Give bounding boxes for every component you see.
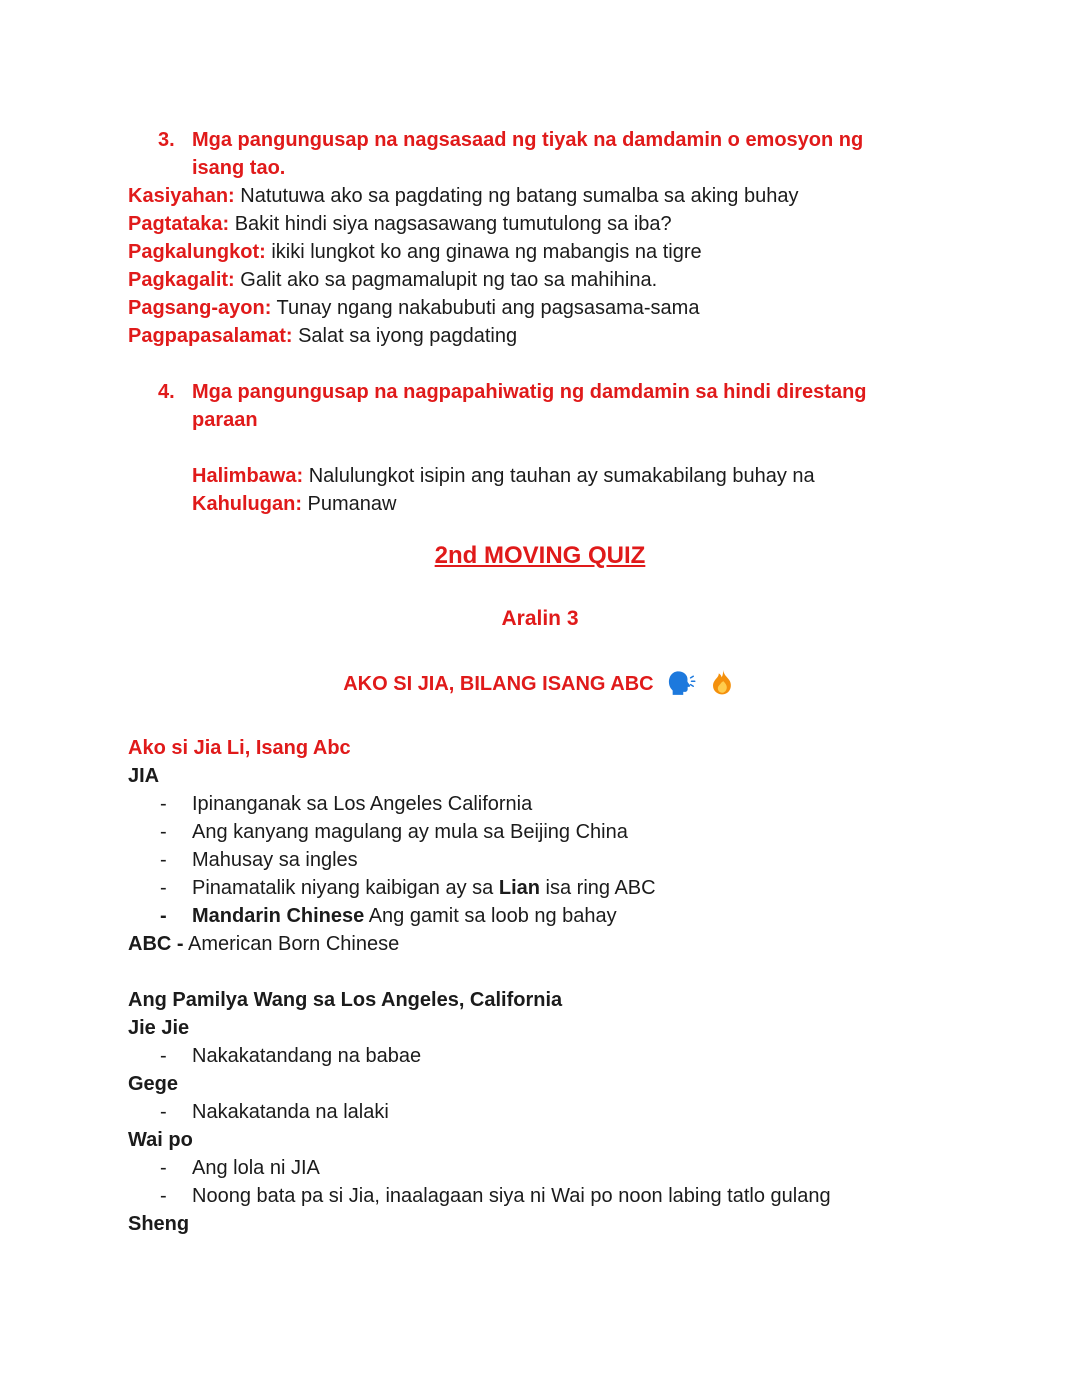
- example-label: Halimbawa:: [192, 465, 304, 487]
- bullet-dash: -: [160, 877, 167, 899]
- abc-label: ABC -: [128, 933, 184, 955]
- jia-name: JIA: [128, 765, 160, 787]
- family-section-heading: Ang Pamilya Wang sa Los Angeles, California: [128, 989, 563, 1011]
- example-entry-halimbawa: [128, 462, 952, 490]
- bullet-dash: -: [160, 1045, 167, 1067]
- quiz-title-text: 2nd MOVING QUIZ: [434, 542, 646, 569]
- emotion-entry-kasiyahan: [128, 182, 952, 210]
- abc-definition: [128, 930, 952, 958]
- jia-bullet: [128, 790, 952, 818]
- bullet-dash: -: [160, 1185, 167, 1207]
- section4-heading: [128, 378, 918, 434]
- family-member-name: Gege: [128, 1073, 179, 1095]
- bullet-bold-text: Mandarin Chinese: [192, 905, 365, 927]
- emotion-label: Pagkagalit:: [128, 269, 235, 291]
- bullet-text: isa ring ABC: [539, 877, 656, 899]
- bullet-text: Ipinanganak sa Los Angeles California: [192, 793, 533, 815]
- emotion-entry-pagtataka: [128, 210, 952, 238]
- jia-bullet: [128, 818, 952, 846]
- bullet-bold-text: Lian: [498, 877, 540, 899]
- family-member-name: Jie Jie: [128, 1017, 190, 1039]
- emotion-text: Bakit hindi siya nagsasawang tumutulong sa iba?: [229, 213, 672, 235]
- speaking-head-icon: [666, 669, 696, 697]
- bullet-text: Ang kanyang magulang ay mula sa Beijing China: [192, 821, 628, 843]
- emotion-entry-pagkalungkot: [128, 238, 952, 266]
- emotion-label: Pagpapasalamat:: [128, 325, 293, 347]
- quiz-title: [128, 538, 952, 574]
- section3-number: 3.: [158, 129, 175, 151]
- example-text: Nalulungkot isipin ang tauhan ay sumakabilang buhay na: [303, 465, 815, 487]
- emotion-text: Tunay ngang nakabubuti ang pagsasama-sama: [271, 297, 700, 319]
- bullet-dash: -: [160, 1157, 167, 1179]
- bullet-dash: -: [160, 1101, 167, 1123]
- example-label: Kahulugan:: [192, 493, 302, 515]
- jia-bullet: [128, 874, 952, 902]
- section4-number: 4.: [158, 381, 175, 403]
- emotion-entry-pagsang-ayon: [128, 294, 952, 322]
- emotion-text: Galit ako sa pagmamalupit ng tao sa mahihina.: [234, 269, 658, 291]
- emotion-entry-pagkagalit: [128, 266, 952, 294]
- section3-heading: [128, 126, 918, 182]
- bullet-dash: -: [160, 821, 167, 843]
- family-bullet: [128, 1098, 952, 1126]
- topic-title: [128, 669, 952, 699]
- fire-icon: [709, 669, 737, 697]
- bullet-text: Nakakatandang na babae: [192, 1045, 422, 1067]
- spacer: [128, 434, 952, 462]
- jia-section-heading: Ako si Jia Li, Isang Abc: [128, 737, 351, 759]
- emotion-text: Natutuwa ako sa pagdating ng batang sumalba sa aking buhay: [234, 185, 799, 207]
- spacer: [128, 350, 952, 378]
- bullet-dash: -: [160, 793, 167, 815]
- family-bullet: [128, 1154, 952, 1182]
- bullet-text: Pinamatalik niyang kaibigan ay sa: [192, 877, 499, 899]
- bullet-text: Noong bata pa si Jia, inaalagaan siya ni Wai po noon labing tatlo gulang: [192, 1185, 831, 1207]
- section4-heading-text: Mga pangungusap na nagpapahiwatig ng damdamin sa hindi direstang paraan: [192, 381, 867, 431]
- bullet-dash: -: [160, 905, 167, 927]
- bullet-dash: -: [160, 849, 167, 871]
- emotion-text: ikiki lungkot ko ang ginawa ng mabangis na tigre: [265, 241, 702, 263]
- emotion-entry-pagpapasalamat: [128, 322, 952, 350]
- family-bullet: [128, 1042, 952, 1070]
- bullet-text: Ang lola ni JIA: [192, 1157, 320, 1179]
- jia-bullet: [128, 846, 952, 874]
- emotion-label: Pagsang-ayon:: [128, 297, 272, 319]
- emotion-label: Pagkalungkot:: [128, 241, 266, 263]
- jia-bullet: [128, 902, 952, 930]
- emotion-label: Pagtataka:: [128, 213, 230, 235]
- spacer: [128, 958, 952, 986]
- family-member-name: Wai po: [128, 1129, 193, 1151]
- emotion-text: Salat sa iyong pagdating: [292, 325, 518, 347]
- section3-heading-text: Mga pangungusap na nagsasaad ng tiyak na damdamin o emosyon ng isang tao.: [192, 129, 864, 179]
- abc-text: American Born Chinese: [183, 933, 400, 955]
- bullet-text: Mahusay sa ingles: [192, 849, 358, 871]
- topic-title-text: AKO SI JIA, BILANG ISANG ABC: [343, 673, 654, 695]
- example-entry-kahulugan: [128, 490, 952, 518]
- family-bullet: [128, 1182, 952, 1210]
- family-member-name: Sheng: [128, 1213, 190, 1235]
- bullet-text: Nakakatanda na lalaki: [192, 1101, 389, 1123]
- lesson-title: Aralin 3: [501, 607, 579, 630]
- bullet-text: Ang gamit sa loob ng bahay: [364, 905, 617, 927]
- emotion-label: Kasiyahan:: [128, 185, 235, 207]
- example-text: Pumanaw: [302, 493, 397, 515]
